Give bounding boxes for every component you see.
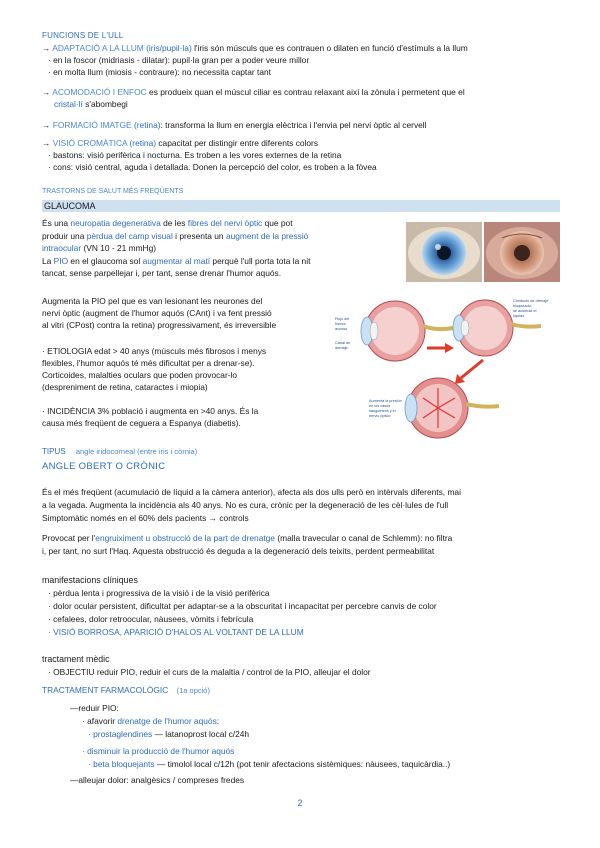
fibres-term: fibres del nervi òptic bbox=[187, 218, 263, 228]
trastorns-title: TRASTORNS DE SALUT MÉS FREQÜENTS bbox=[42, 188, 184, 195]
arrow-glyph: → bbox=[42, 138, 51, 148]
eye-photo-1-svg bbox=[406, 222, 482, 282]
glaucoma-p2-line-1 bbox=[42, 256, 310, 267]
visio-text: capacitat per distingir entre diferents colors bbox=[158, 138, 319, 148]
disminuir-line: · disminuir la producció de l'humor aquós bbox=[82, 746, 235, 756]
glaucoma-title-bar: GLAUCOMA bbox=[42, 200, 560, 212]
formacio-paren: (retina) bbox=[133, 120, 161, 130]
glaucoma-eye-diagram bbox=[333, 296, 556, 446]
eye-photo-2-svg bbox=[484, 222, 560, 282]
visio-item: · bastons: visió perifèrica i nocturna. Es troben a les vores externes de la retina bbox=[48, 150, 342, 160]
acomodacio-text: es produeix quan el múscul ciliar es contrau relaxant així la zònula i permetent que el bbox=[149, 87, 465, 97]
prostaglandines-term: · prostaglendines bbox=[88, 729, 153, 739]
text-run: de les bbox=[163, 218, 186, 228]
etiologia-line: Corticoides, malalties oculars que poden provocar-lo bbox=[42, 370, 238, 380]
farmacologic-paren: (1a opció) bbox=[176, 686, 210, 695]
text-run: : bbox=[216, 716, 220, 726]
adaptacio-item: · en la foscor (midriasis - dilatar): pupil·la gran per a poder veure millor bbox=[48, 55, 310, 65]
adaptacio-paren: (iris/pupil·la) bbox=[146, 43, 192, 53]
section-title-funcions: FUNCIONS DE L'ULL bbox=[42, 31, 124, 40]
beta-term: · beta bloquejants bbox=[88, 759, 155, 769]
adaptacio-label: ADAPTACIÓ A LA LLUM bbox=[52, 43, 144, 53]
diagram-label: Canal de bbox=[335, 341, 351, 345]
farmacologic-label: TRACTAMENT FARMACOLÒGIC bbox=[42, 685, 169, 695]
manifestacio-item-blue: · VISIÓ BORROSA, APARICIÓ D'HALOS AL VOLTANT DE LA LLUM bbox=[48, 627, 304, 637]
angle-p2-line-1 bbox=[42, 533, 452, 544]
manifestacio-item: · cefalees, dolor retroocular, nàusees, vòmits i febrícula bbox=[48, 614, 254, 624]
visio-label: VISIÓ CROMÀTICA bbox=[52, 138, 128, 148]
tipus-label: TIPUS bbox=[42, 447, 66, 456]
manifestacions-title: manifestacions clíniques bbox=[42, 575, 138, 585]
engruiximent-term: engruiximent u obstrucció de la part de drenatge bbox=[95, 533, 275, 543]
farmacologic-line bbox=[42, 685, 210, 696]
pio-paragraph-line: al vitri (CPost) contra la retina) progressivament, és irreversible bbox=[42, 320, 277, 330]
diagram-label: acuoso bbox=[335, 327, 348, 331]
diagram-label: líquido bbox=[513, 314, 525, 318]
text-run: i presenta un bbox=[175, 231, 224, 241]
text-run: produir una bbox=[42, 231, 85, 241]
alleujar-line: —alleujar dolor: analgèsics / compreses fredes bbox=[70, 775, 245, 785]
visio-paren: (retina) bbox=[129, 138, 157, 148]
adaptacio-item: · en molta llum (miosis - contraure): no necessita captar tant bbox=[48, 67, 271, 77]
text-run: en el glaucoma sol bbox=[70, 256, 141, 266]
mati-term: augmentar al matí bbox=[142, 256, 211, 266]
diagram-label: Aumenta la presión bbox=[369, 399, 402, 403]
text-run: · afavorir bbox=[82, 716, 116, 726]
etiologia-line: · ETIOLOGIA edat > 40 anys (músculs més fibrosos i menys bbox=[42, 346, 267, 356]
text-run: (malla travecular o canal de Schlemm): no filtra bbox=[277, 533, 453, 543]
diagram-label: sanguíneos y el bbox=[369, 409, 396, 413]
acomodacio-text-2: s'abombegi bbox=[85, 99, 128, 109]
arrow-down-icon bbox=[461, 360, 483, 378]
glaucoma-p1-line-2 bbox=[42, 231, 308, 242]
incidencia-line: · INCIDÈNCIA 3% població i augmenta en >40 anys. És la bbox=[42, 406, 259, 416]
beta-line bbox=[88, 759, 450, 770]
text-run: (VN 10 - 21 mmHg) bbox=[83, 243, 157, 253]
eye-photo-2 bbox=[484, 222, 560, 282]
neuropatia-term: neuropatia degenerativa bbox=[70, 218, 161, 228]
text-run: — latanoprost local c/24h bbox=[154, 729, 250, 739]
glaucoma-p1-line-1 bbox=[42, 218, 293, 229]
angle-p1-line: És el més freqüent (acumulació de líquid a la càmera anterior), afecta als dos ulls però en intèrvals diferents, mai bbox=[42, 487, 461, 497]
perdua-term: pèrdua del camp visual bbox=[86, 231, 173, 241]
acomodacio-label: ACOMODACIÓ I ENFOC bbox=[52, 87, 147, 97]
visio-line bbox=[42, 138, 318, 149]
formacio-label: FORMACIÓ IMATGE bbox=[52, 120, 132, 130]
incidencia-line: causa més freqüent de ceguera a Espanya (diabetis). bbox=[42, 418, 241, 428]
drenatge-term: drenatge de l'humor aquós bbox=[117, 716, 217, 726]
diagram-label: Flujo del bbox=[335, 317, 350, 321]
etiologia-line: flexibles, l'humor aquós té més dificultat per a drenar-se). bbox=[42, 358, 255, 368]
text-run: Provocat per l' bbox=[42, 533, 96, 543]
diagram-label: drenaje bbox=[335, 346, 348, 350]
pio-paragraph-line: nervi òptic (augment de l'humor aquós (CAnt) i va fent pressió bbox=[42, 308, 272, 318]
pio-paragraph-line: Augmenta la PIO pel que es van lesionant les neurones del bbox=[42, 296, 263, 306]
diagram-label: humor bbox=[335, 322, 346, 326]
diagram-label: se acumula el bbox=[513, 309, 537, 313]
prostaglandines-line bbox=[88, 729, 249, 740]
angle-obert-title: ANGLE OBERT O CRÒNIC bbox=[42, 461, 166, 472]
text-run: — timolol local c/12h (pot tenir afectacions sistèmiques: nàusees, taquicàrdia..) bbox=[156, 759, 451, 769]
manifestacio-item: · pèrdua lenta i progressiva de la visió i de la visió perifèrica bbox=[48, 588, 270, 598]
pio-term: PIO bbox=[53, 256, 69, 266]
intraocular-term: intraocular bbox=[42, 243, 82, 253]
manifestacio-item: · dolor ocular persistent, dificultat per adaptar-se a la obscuritat i incapacitat per percebre canvis de color bbox=[48, 601, 437, 611]
tipus-line bbox=[42, 446, 197, 457]
visio-item: · cons: visió central, aguda i detallada. Donen la percepció del color, es troben a la fòvea bbox=[48, 162, 377, 172]
eye-normal-illustration bbox=[361, 301, 453, 361]
diagram-label: Conducto de drenaje bbox=[513, 299, 549, 303]
reduir-line: —reduir PIO: bbox=[70, 703, 119, 713]
text-run: És una bbox=[42, 218, 69, 228]
afavorir-line bbox=[82, 716, 219, 727]
acomodacio-line-2 bbox=[54, 99, 128, 110]
adaptacio-text: l'iris són músculs que es contrauen o dilaten en funció d'estímuls a la llum bbox=[194, 43, 468, 53]
pressio-term: augment de la pressió bbox=[225, 231, 309, 241]
tipus-text: angle iridocorneal (entre iris i còrnia) bbox=[75, 447, 198, 456]
angle-p2-line-2: i, per tant, no surt l'Haq. Aquesta obstrucció és deguda a la degeneració dels teixits, perdent permeabilitat bbox=[42, 546, 435, 556]
eye-pressure-illustration bbox=[405, 378, 499, 438]
diagram-label: nervio óptico bbox=[369, 414, 391, 418]
formacio-line bbox=[42, 120, 427, 131]
formacio-text: : transforma la llum en energia elèctrica i l'envia pel nervi òptic al cervell bbox=[160, 120, 427, 130]
diagram-label: bloqueado; bbox=[513, 304, 532, 308]
text-run: La bbox=[42, 256, 52, 266]
tractament-title: tractament mèdic bbox=[42, 654, 110, 664]
arrow-glyph: → bbox=[42, 87, 51, 97]
angle-p1-line: a la vegada. Augmenta la incidència als 40 anys. No es cura, crònic per la degeneració de les cèl·lules de l'ull bbox=[42, 500, 449, 510]
arrow-glyph: → bbox=[42, 120, 51, 130]
eye-diagram-svg bbox=[333, 296, 556, 446]
glaucoma-p1-line-3 bbox=[42, 243, 156, 254]
text-run: que pot bbox=[264, 218, 293, 228]
arrow-glyph: → bbox=[42, 43, 51, 53]
page-number: 2 bbox=[297, 798, 303, 808]
glaucoma-p2-line-2: tancat, sense parpellejar i, per tant, sense drenar l'humor aquós. bbox=[42, 268, 282, 278]
diagram-label: en los vasos bbox=[369, 404, 391, 408]
objectiu-line: · OBJECTIU reduir PIO, reduir el curs de la malaltia / control de la PIO, alleujar el dolor bbox=[48, 667, 371, 677]
cristalli-word: cristal·lí bbox=[54, 99, 83, 109]
acomodacio-line bbox=[42, 87, 465, 98]
angle-p1-line: Simptomàtic només en el 60% dels pacients → controls bbox=[42, 513, 249, 523]
text-run: perquè l'ull porta tota la nit bbox=[212, 256, 311, 266]
etiologia-line: (despreniment de retina, cataractes i miopia) bbox=[42, 382, 208, 392]
eye-photo-1 bbox=[406, 222, 482, 282]
adaptacio-line bbox=[42, 43, 468, 54]
